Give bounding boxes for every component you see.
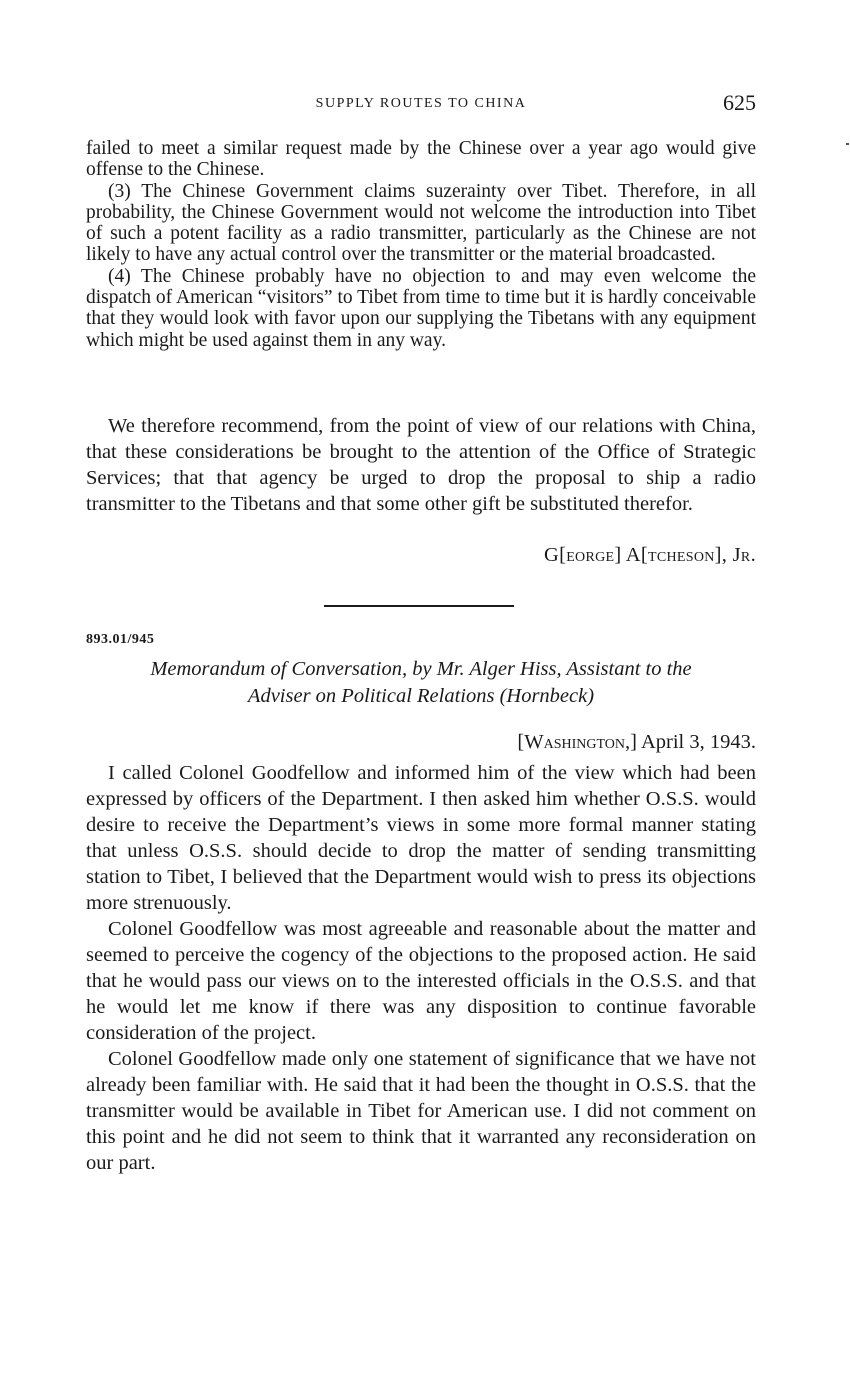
memo-paragraph-2: Colonel Goodfellow was most agreeable and reasonable about the matter and seemed to perceive the cogency of the objections to the proposed action. He said that he would pass our views on to the interested officials in the O.S.S. and that he would let me know if there was any disposition to continue favorable consideration of the project. (86, 918, 756, 1044)
signature: G[eorge] A[tcheson], Jr. (543, 544, 756, 566)
continued-paragraph: failed to meet a similar request made by the Chinese over a year ago would give offense to the Chinese. (86, 138, 756, 181)
file-number: 893.01/945 (86, 632, 155, 647)
memo-title-line-1: Memorandum of Conversation, by Mr. Alger Hiss, Assistant to the (150, 658, 692, 680)
section-divider (324, 605, 514, 607)
dateline-place: [Washington,] (517, 731, 637, 753)
dateline-date: April 3, 1943. (640, 731, 756, 753)
memo-paragraph-3: Colonel Goodfellow made only one statement of significance that we have not already been familiar with. He said that it had been the thought in O.S.S. that the transmitter would be available in Tibet for American use. I did not comment on this point and he did not seem to think that it warranted any reconsideration on our part. (86, 1048, 756, 1174)
point-3-paragraph: (3) The Chinese Government claims suzerainty over Tibet. Therefore, in all probability, the Chinese Government would not welcome the introduction into Tibet of such a potent facility as a radio transmitter, particularly as the Chinese are not likely to have any actual control over the transmitter or the material broadcasted. (86, 180, 756, 266)
running-header (86, 92, 756, 122)
page-number: 625 (723, 90, 756, 115)
memo-body (86, 760, 756, 1176)
memo-title (86, 656, 756, 710)
memo-title-line-2: Adviser on Political Relations (Hornbeck) (247, 685, 595, 707)
margin-mark (846, 143, 849, 145)
recommendation-paragraph: We therefore recommend, from the point of view of our relations with China, that these considerations be brought to the attention of the Office of Strategic Services; that that agency be urged to drop the proposal to ship a radio transmitter to the Tibetans and that some other gift be substituted therefor. (86, 415, 756, 515)
point-4-paragraph: (4) The Chinese probably have no objection to and may even welcome the dispatch of American “visitors” to Tibet from time to time but it is hardly conceivable that they would look with favor upon our supplying the Tibetans with any equipment which might be used against them in any way. (86, 265, 756, 351)
continued-text (86, 138, 756, 351)
running-title: SUPPLY ROUTES TO CHINA (315, 96, 527, 111)
recommendation-section (86, 413, 756, 517)
dateline (517, 731, 756, 754)
memo-paragraph-1: I called Colonel Goodfellow and informed him of the view which had been expressed by officers of the Department. I then asked him whether O.S.S. would desire to receive the Department’s views in some more formal manner stating that unless O.S.S. should decide to drop the matter of sending transmitting station to Tibet, I believed that the Department would wish to press its objections more strenuously. (86, 762, 756, 914)
